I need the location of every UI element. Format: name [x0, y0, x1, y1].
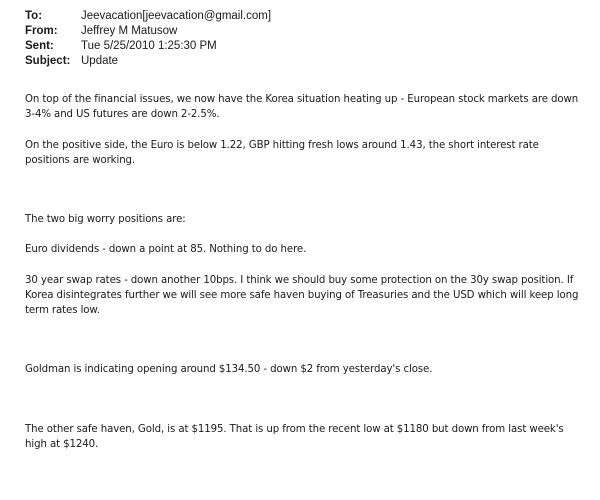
- header-subject-value: Update: [81, 55, 119, 67]
- header-to-row: [25, 9, 271, 24]
- paragraph-swap-rates: 30 year swap rates - down another 10bps. I think we should buy some protection on the 30y swap position. If Korea disintegrates further we will see more safe haven buying of Treasuries and the USD which will keep long term rates low.: [25, 275, 579, 316]
- header-subject-label: Subject:: [25, 55, 71, 67]
- header-sent-value: Tue 5/25/2010 1:25:30 PM: [81, 40, 217, 52]
- header-to-value: Jeevacation[jeevacation@gmail.com]: [81, 10, 272, 22]
- paragraph-euro-dividends: Euro dividends - down a point at 85. Nothing to do here.: [25, 244, 307, 255]
- header-from-row: [25, 24, 271, 39]
- paragraph-gold: The other safe haven, Gold, is at $1195. That is up from the recent low at $1180 but down from last week's high at $1240.: [25, 424, 564, 450]
- paragraph-korea: On top of the financial issues, we now have the Korea situation heating up - European stock markets are down 3-4% and US futures are down 2-2.5%.: [25, 94, 579, 120]
- paragraph-goldman: Goldman is indicating opening around $134.50 - down $2 from yesterday's close.: [25, 364, 433, 375]
- header-from-label: From:: [25, 25, 58, 37]
- header-to-label: To:: [25, 10, 43, 22]
- email-header-block: [25, 9, 271, 69]
- header-subject-row: [25, 54, 271, 69]
- header-from-value: Jeffrey M Matusow: [81, 25, 178, 37]
- header-sent-row: [25, 39, 271, 54]
- paragraph-euro: On the positive side, the Euro is below 1.22, GBP hitting fresh lows around 1.43, the short interest rate positions are working.: [25, 140, 539, 166]
- paragraph-worry-intro: The two big worry positions are:: [25, 214, 186, 225]
- header-sent-label: Sent:: [25, 40, 54, 52]
